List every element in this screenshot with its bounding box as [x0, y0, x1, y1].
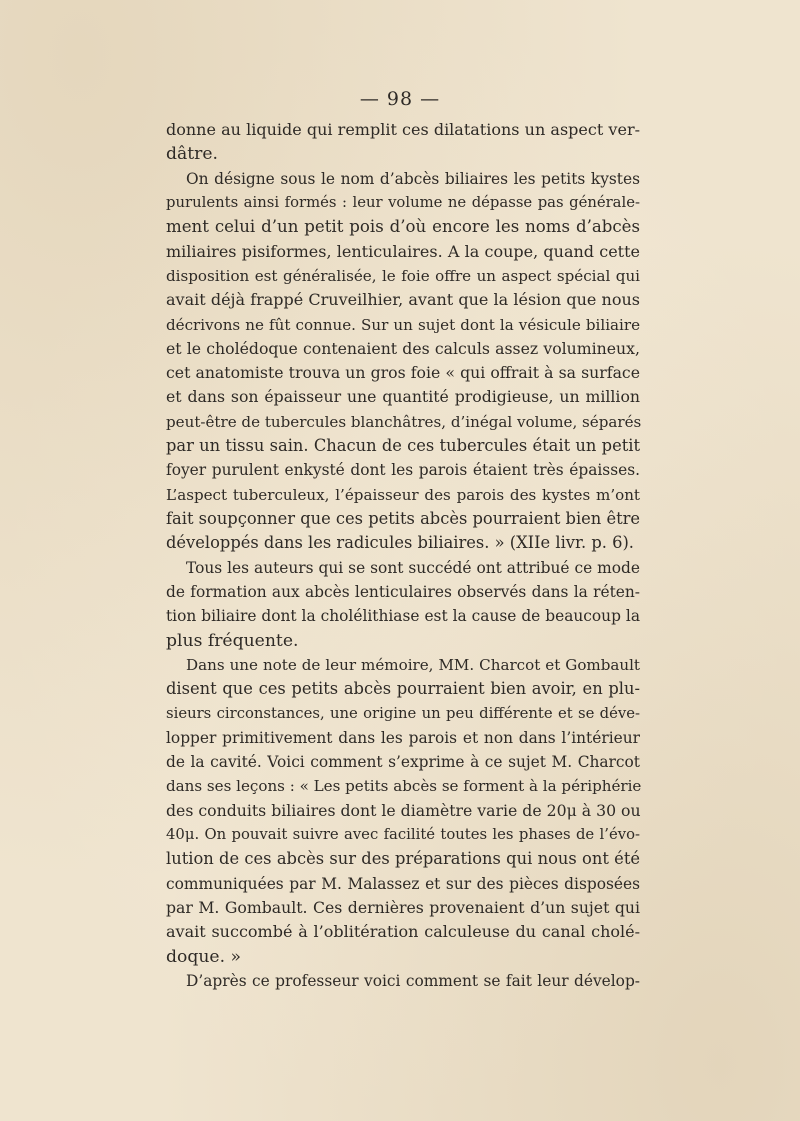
text-line: On désigne sous le nom d’abcès biliaires les petits kystes — [186, 169, 640, 188]
text-line: Dans une note de leur mémoire, MM. Charcot et Gombault — [186, 655, 640, 674]
text-line: par M. Gombault. Ces dernières provenaient d’un sujet qui — [166, 898, 640, 917]
text-line: par un tissu sain. Chacun de ces tubercules était un petit — [166, 436, 640, 456]
text-line: ment celui d’un petit pois d’où encore les noms d’abcès — [166, 217, 640, 237]
text-line: doque. » — [166, 946, 242, 967]
text-line: foyer purulent enkysté dont les parois étaient très épaisses. — [166, 461, 640, 480]
text-line: développés dans les radicules biliaires. » (XIIe livr. p. 6). — [166, 533, 634, 553]
text-line: peut-être de tubercules blanchâtres, d’inégal volume, séparés — [166, 412, 642, 431]
text-line: D’après ce professeur voici comment se fait leur dévelop- — [186, 971, 640, 990]
text-line: décrivons ne fût connue. Sur un sujet dont la vésicule biliaire — [166, 315, 640, 334]
text-line: avait succombé à l’oblitération calculeuse du canal cholé- — [166, 922, 640, 942]
text-line: 40μ. On pouvait suivre avec facilité toutes les phases de l’évo- — [166, 826, 640, 844]
text-line: miliaires pisiformes, lenticulaires. A la coupe, quand cette — [166, 241, 640, 261]
page-number: — 98 — — [359, 88, 441, 110]
text-line: communiquées par M. Malassez et sur des pièces disposées — [166, 874, 640, 893]
text-line: plus fréquente. — [166, 630, 299, 651]
text-line: disent que ces petits abcès pourraient bien avoir, en plu- — [166, 679, 640, 699]
text-line: des conduits biliaires dont le diamètre varie de 20μ à 30 ou — [166, 800, 641, 820]
text-line: et le cholédoque contenaient des calculs assez volumineux, — [166, 338, 640, 358]
text-line: tion biliaire dont la cholélithiase est la cause de beaucoup la — [166, 607, 640, 626]
text-line: lopper primitivement dans les parois et non dans l’intérieur — [166, 728, 640, 747]
text-line: dâtre. — [166, 144, 219, 165]
text-line: fait soupçonner que ces petits abcès pourraient bien être — [166, 509, 641, 528]
text-line: Tous les auteurs qui se sont succédé ont attribué ce mode — [186, 558, 640, 577]
text-line: cet anatomiste trouva un gros foie « qui offrait à sa surface — [166, 363, 640, 383]
text-line: disposition est généralisée, le foie offre un aspect spécial qui — [166, 266, 640, 285]
text-line: lution de ces abcès sur des préparations qui nous ont été — [166, 849, 640, 869]
body-text — [166, 118, 640, 993]
text-line: donne au liquide qui remplit ces dilatations un aspect ver- — [166, 120, 640, 139]
text-line: de la cavité. Voici comment s’exprime à ce sujet M. Charcot — [166, 753, 640, 772]
text-line: et dans son épaisseur une quantité prodigieuse, un million — [166, 387, 640, 407]
text-line: purulents ainsi formés : leur volume ne dépasse pas générale- — [166, 193, 640, 211]
text-line: avait déjà frappé Cruveilhier, avant que la lésion que nous — [166, 290, 640, 310]
text-line: L’aspect tuberculeux, l’épaisseur des parois des kystes m’ont — [166, 485, 640, 504]
text-line: sieurs circonstances, une origine un peu différente et se déve- — [166, 704, 640, 722]
text-line: de formation aux abcès lenticulaires observés dans la réten- — [166, 582, 640, 601]
text-line: dans ses leçons : « Les petits abcès se forment à la périphérie — [166, 777, 642, 796]
